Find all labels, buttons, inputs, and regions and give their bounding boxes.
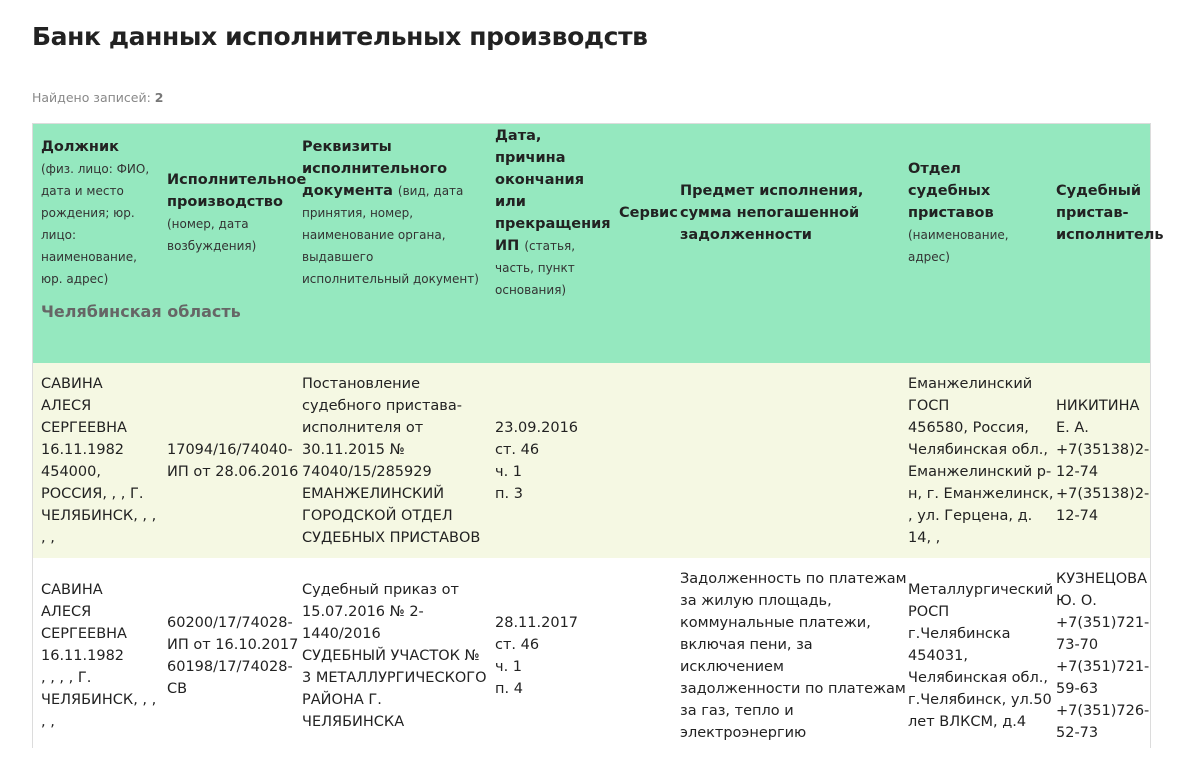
cell-document [294,558,487,753]
region-label: Челябинская область [41,302,241,321]
cell-line: Е. А. [1056,419,1089,436]
cell-line: исключением [680,658,784,675]
column-header-end-date: Дата, причина окончания или прекращения ИП (статья, часть, пункт основания) [495,128,611,297]
cell-line: СУДЕБНЫХ ПРИСТАВОВ [302,529,481,546]
cell-line: ч. 1 [495,658,523,675]
column-header-subject: Предмет исполнения, сумма непогашенной задолженности [680,183,864,243]
cell-line: , , [41,529,55,546]
cell-line: +7(35138)2- [1056,441,1150,458]
cell-line: Челябинская обл., [908,441,1048,458]
cell-line: ИП от 16.10.2017 [167,636,299,653]
cell-line: ЧЕЛЯБИНСКА [302,713,405,730]
cell-line: САВИНА [41,375,103,392]
cell-line: 16.11.1982 [41,441,125,458]
cell-line: 456580, Россия, [908,419,1029,436]
column-header-document: Реквизиты исполнительного документа (вид, дата принятия, номер, наименование органа, выдавшего исполнительный документ) [302,139,479,286]
cell-line: 74040/15/285929 [302,463,432,480]
cell-line: ЧЕЛЯБИНСК, , , [41,691,157,708]
cell-line: АЛЕСЯ [41,603,92,620]
cell-line: н, г. Еманжелинск, [908,485,1054,502]
cell-line: 12-74 [1056,463,1099,480]
cell-department [900,363,1054,558]
cell-line: г.Челябинск, ул.50 [908,691,1052,708]
cell-line: 30.11.2015 № [302,441,405,458]
column-header-service: Сервис [619,205,678,221]
page-title: Банк данных исполнительных производств [32,22,648,51]
cell-proceeding [159,558,299,753]
cell-line: коммунальные платежи, [680,614,871,631]
cell-line: +7(351)726- [1056,702,1150,719]
cell-line: 16.11.1982 [41,647,125,664]
records-found-label: Найдено записей: [32,90,151,105]
cell-line: 15.07.2016 № 2- [302,603,424,620]
cell-bailiff [1048,558,1150,753]
cell-line: 14, , [908,529,941,546]
cell-line: ЕМАНЖЕЛИНСКИЙ [302,485,445,502]
cell-line: ст. 46 [495,441,540,458]
cell-line: п. 4 [495,680,523,697]
cell-line: Челябинская обл., [908,669,1048,686]
cell-debtor [33,558,159,753]
cell-line: электроэнергию [680,724,807,741]
records-found [32,90,164,105]
cell-line: , , [41,713,55,730]
cell-proceeding [159,363,299,558]
cell-line: РАЙОНА Г. [302,691,382,708]
cell-line: Ю. О. [1056,592,1097,609]
cell-line: лет ВЛКСМ, д.4 [908,713,1027,730]
cell-line: 59-63 [1056,680,1099,697]
cell-line: 454031, [908,647,968,664]
cell-line: КУЗНЕЦОВА [1056,570,1148,587]
cell-line: , ул. Герцена, д. [908,507,1033,524]
cell-service [611,558,672,753]
cell-document [294,363,487,558]
cell-debtor [33,363,159,558]
cell-line: Металлургический [908,581,1054,598]
cell-line: 17094/16/74040- [167,441,293,458]
cell-line: АЛЕСЯ [41,397,92,414]
cell-line: 28.11.2017 [495,614,579,631]
table-row [33,558,1150,753]
cell-line: САВИНА [41,581,103,598]
cell-line: 3 МЕТАЛЛУРГИЧЕСКОГО [302,669,487,686]
cell-line: +7(35138)2- [1056,485,1150,502]
cell-line: за жилую площадь, [680,592,832,609]
cell-line: 23.09.2016 [495,419,579,436]
cell-line: Постановление [302,375,420,392]
cell-line: ИП от 28.06.2016 [167,463,299,480]
cell-line: включая пени, за [680,636,813,653]
cell-line: Задолженность по платежам [680,570,907,587]
cell-service [611,363,672,558]
cell-line: СУДЕБНЫЙ УЧАСТОК № [302,647,480,664]
cell-line: п. 3 [495,485,523,502]
cell-line: задолженности по платежам [680,680,906,697]
cell-line: 52-73 [1056,724,1099,741]
cell-line: г.Челябинска [908,625,1011,642]
cell-line: 73-70 [1056,636,1099,653]
cell-line: СВ [167,680,188,697]
region-row [33,302,1150,363]
cell-end-date [487,558,611,753]
cell-subject [672,558,907,753]
cell-line: 454000, [41,463,101,480]
cell-line: 1440/2016 [302,625,381,642]
cell-line: , , , , Г. [41,669,92,686]
cell-line: +7(351)721- [1056,614,1150,631]
table-header-row [33,124,1150,302]
cell-line: Судебный приказ от [302,581,459,598]
cell-line: СЕРГЕЕВНА [41,419,127,436]
cell-line: ч. 1 [495,463,523,480]
records-found-count: 2 [154,90,164,105]
cell-line: 60200/17/74028- [167,614,293,631]
cell-line: за газ, тепло и [680,702,794,719]
cell-line: РОССИЯ, , , Г. [41,485,144,502]
column-header-bailiff: Судебный пристав-исполнитель [1056,183,1164,243]
cell-line: Еманжелинский р- [908,463,1052,480]
cell-line: +7(351)721- [1056,658,1150,675]
cell-line: ГОСП [908,397,950,414]
cell-line: ЧЕЛЯБИНСК, , , [41,507,157,524]
column-header-department: Отдел судебных приставов (наименование, адрес) [908,161,1009,264]
cell-subject [672,363,900,558]
cell-line: РОСП [908,603,950,620]
cell-line: ст. 46 [495,636,540,653]
cell-line: Еманжелинский [908,375,1033,392]
cell-department [900,558,1054,753]
results-table [32,123,1164,748]
column-header-proceeding: Исполнительное производство (номер, дата возбуждения) [167,172,307,253]
cell-line: судебного пристава- [302,397,462,414]
cell-line: СЕРГЕЕВНА [41,625,127,642]
column-header-debtor: Должник (физ. лицо: ФИО, дата и место рождения; юр. лицо: наименование, юр. адрес) [41,139,150,286]
cell-line: 12-74 [1056,507,1099,524]
table-row [33,363,1150,558]
cell-end-date [487,363,611,558]
cell-line: НИКИТИНА [1056,397,1140,414]
cell-line: ГОРОДСКОЙ ОТДЕЛ [302,507,453,524]
cell-bailiff [1048,363,1150,558]
cell-line: 60198/17/74028- [167,658,293,675]
cell-line: исполнителя от [302,419,424,436]
